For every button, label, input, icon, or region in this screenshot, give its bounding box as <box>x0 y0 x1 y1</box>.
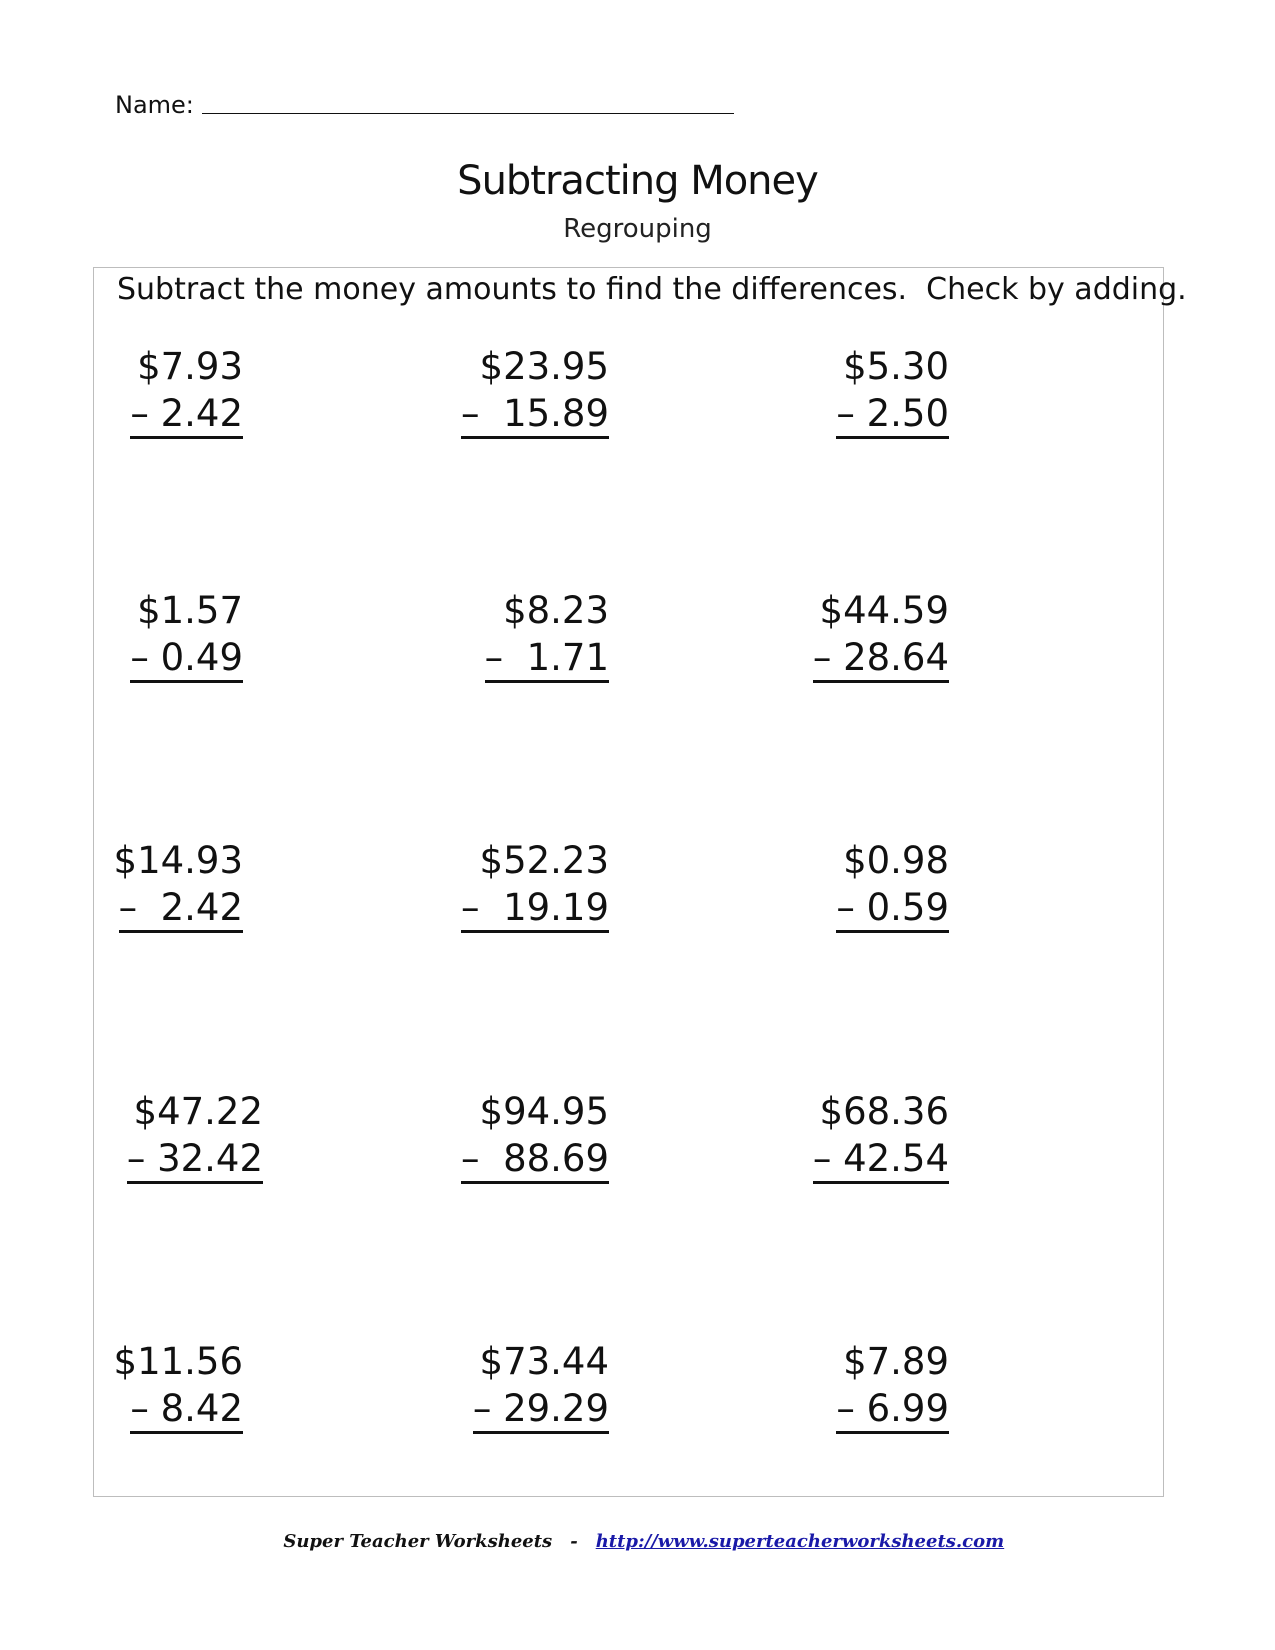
problem <box>836 342 949 439</box>
problem-subtrahend: – 32.42 <box>127 1137 263 1184</box>
problem <box>836 836 949 933</box>
problem <box>473 1337 609 1434</box>
problem <box>461 1087 609 1184</box>
problem-minuend: $52.23 <box>479 839 609 882</box>
problem-subtrahend: – 28.64 <box>813 636 949 683</box>
problem-subtrahend: – 0.59 <box>836 886 949 933</box>
problem-minuend: $0.98 <box>843 839 949 882</box>
name-label: Name: <box>115 91 194 119</box>
problem-subtrahend: – 88.69 <box>461 1137 609 1184</box>
problem <box>114 836 243 933</box>
problem-subtrahend: – 29.29 <box>473 1387 609 1434</box>
problem-minuend: $68.36 <box>819 1090 949 1133</box>
problems-box <box>93 267 1187 1497</box>
problem <box>130 586 243 683</box>
problem-minuend: $11.56 <box>113 1340 243 1383</box>
name-blank-line <box>202 113 734 114</box>
name-row <box>115 90 734 120</box>
footer-publisher: Super Teacher Worksheets <box>283 1531 553 1552</box>
problem-subtrahend: – 8.42 <box>130 1387 243 1434</box>
footer-separator: - <box>570 1531 578 1552</box>
problem-subtrahend: – 6.99 <box>836 1387 949 1434</box>
problem <box>461 342 609 439</box>
problem <box>127 1087 263 1184</box>
problem-minuend: $23.95 <box>479 345 609 388</box>
problem <box>130 342 243 439</box>
worksheet-subtitle: Regrouping <box>563 214 712 244</box>
problem-minuend: $8.23 <box>503 589 609 632</box>
worksheet-title: Subtracting Money <box>457 158 818 204</box>
problem-minuend: $5.30 <box>843 345 949 388</box>
problem-minuend: $7.89 <box>843 1340 949 1383</box>
problem-subtrahend: – 2.42 <box>119 886 243 933</box>
problem-minuend: $73.44 <box>479 1340 609 1383</box>
problem-minuend: $44.59 <box>819 589 949 632</box>
problem-minuend: $47.22 <box>133 1090 263 1133</box>
problem-subtrahend: – 42.54 <box>813 1137 949 1184</box>
problem-subtrahend: – 15.89 <box>461 392 609 439</box>
problem <box>836 1337 949 1434</box>
problem-subtrahend: – 0.49 <box>130 636 243 683</box>
instructions: Subtract the money amounts to find the differences. Check by adding. <box>117 272 1187 307</box>
problem-subtrahend: – 2.42 <box>130 392 243 439</box>
problem-subtrahend: – 1.71 <box>485 636 609 683</box>
problem-minuend: $7.93 <box>137 345 243 388</box>
problem <box>485 586 609 683</box>
problem <box>813 586 949 683</box>
problem-minuend: $94.95 <box>479 1090 609 1133</box>
problem-subtrahend: – 2.50 <box>836 392 949 439</box>
footer <box>0 1506 1275 1554</box>
problem-minuend: $14.93 <box>113 839 243 882</box>
problem <box>813 1087 949 1184</box>
problem <box>461 836 609 933</box>
problem-subtrahend: – 19.19 <box>461 886 609 933</box>
problem <box>114 1337 243 1434</box>
problem-minuend: $1.57 <box>137 589 243 632</box>
footer-link[interactable]: http://www.superteacherworksheets.com <box>595 1531 1005 1552</box>
